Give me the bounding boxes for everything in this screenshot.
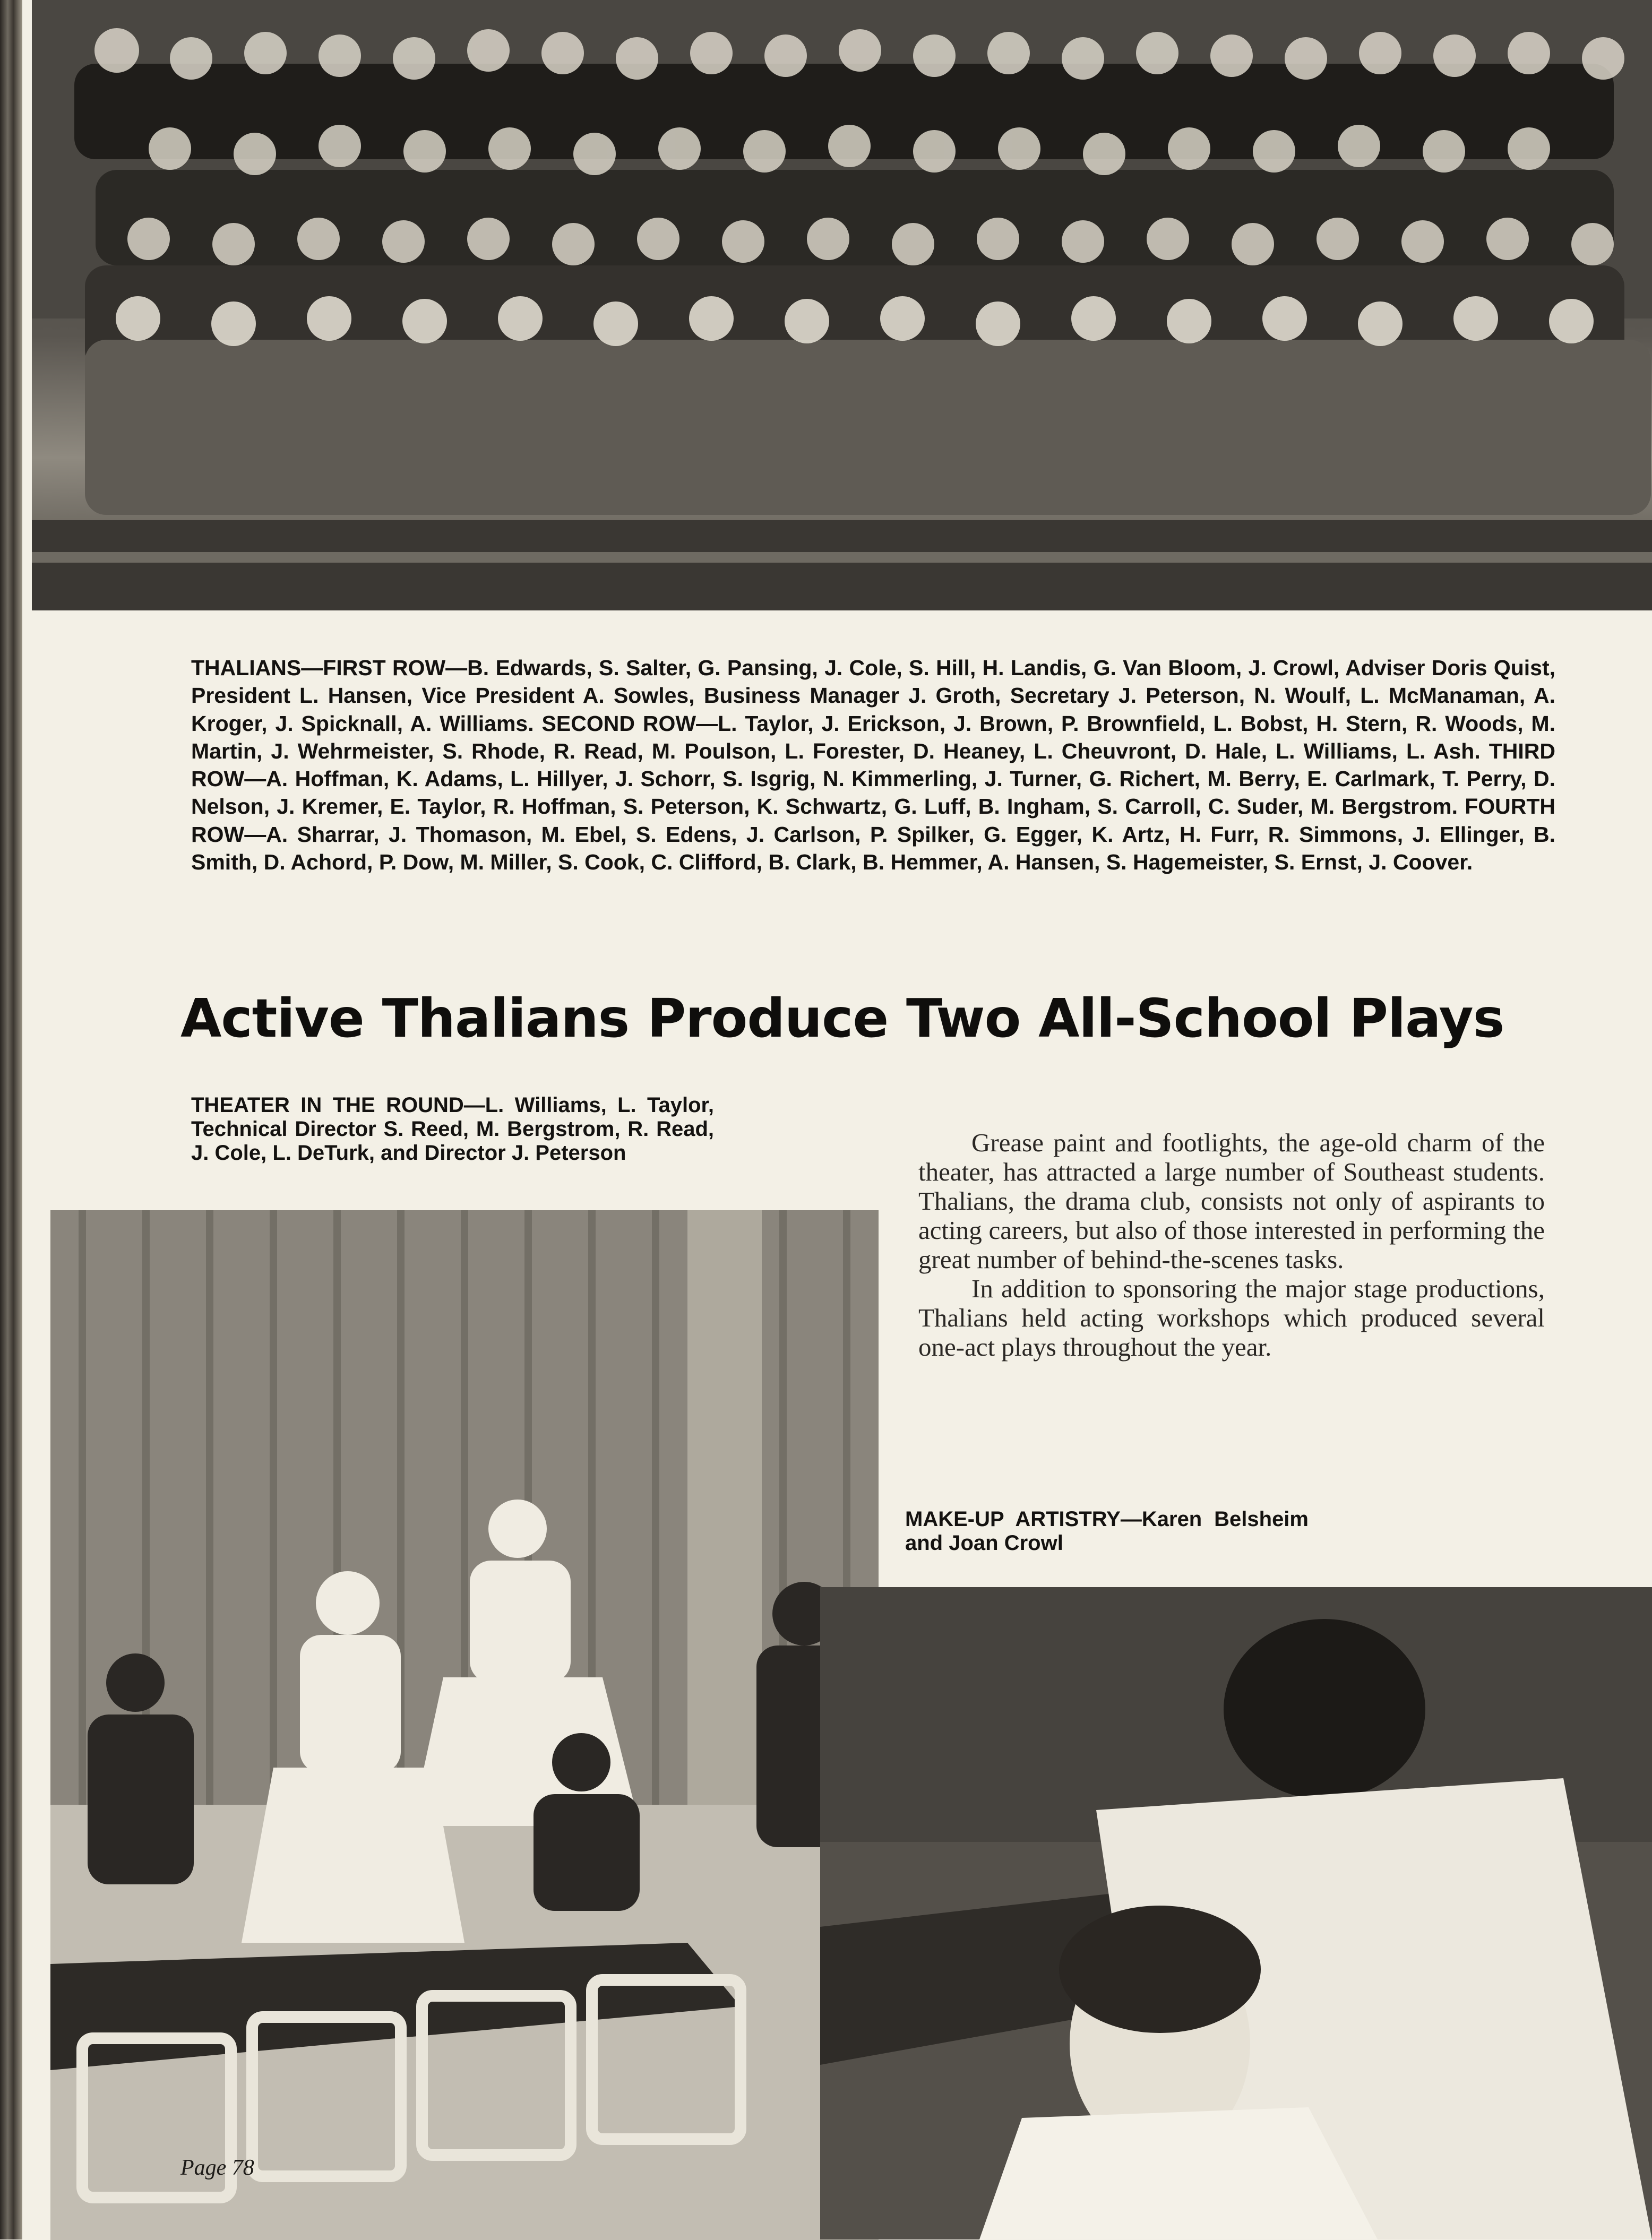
book-binding-edge [0, 0, 22, 2239]
page-headline: Active Thalians Produce Two All-School Plays [180, 987, 1504, 1049]
page-number: Page 78 [180, 2156, 254, 2180]
body-paragraph-1: Grease paint and footlights, the age-old charm of the theater, has attracted a large number of Southeast students. Thalians, the drama club, consists not only of aspirants to acting careers, but also of those interested in performing the great number of behind-the-scenes tasks. [918, 1128, 1545, 1274]
body-paragraph-2: In addition to sponsoring the major stage productions, Thalians held acting workshops which produced several one-act plays throughout the year. [918, 1274, 1545, 1362]
thalians-group-photo [32, 0, 1652, 610]
article-body [918, 1128, 1545, 1362]
theater-in-the-round-photo [50, 1210, 879, 2240]
makeup-photo-caption: MAKE-UP ARTISTRY—Karen Belsheim and Joan Crowl [905, 1507, 1309, 1555]
makeup-artistry-photo [820, 1587, 1652, 2239]
thalians-roster-caption: THALIANS—FIRST ROW—B. Edwards, S. Salter, G. Pansing, J. Cole, S. Hill, H. Landis, G. Van Bloom, J. Crowl, Adviser Doris Quist, President L. Hansen, Vice President A. Sowles, Business Manager J. Groth, Secretary J. Peterson, N. Woulf, L. McManaman, A. Kroger, J. Spicknall, A. Williams. SECOND ROW—L. Taylor, J. Erickson, J. Brown, P. Brownfield, L. Bobst, H. Stern, R. Woods, M. Martin, J. Wehrmeister, S. Rhode, R. Read, M. Poulson, L. Forester, D. Heaney, L. Cheuvront, D. Hale, L. Williams, L. Ash. THIRD ROW—A. Hoffman, K. Adams, L. Hillyer, J. Schorr, S. Isgrig, N. Kimmerling, J. Turner, G. Richert, M. Berry, E. Carlmark, T. Perry, D. Nelson, J. Kremer, E. Taylor, R. Hoffman, S. Peterson, K. Schwartz, G. Luff, B. Ingham, S. Carroll, C. Suder, M. Bergstrom. FOURTH ROW—A. Sharrar, J. Thomason, M. Ebel, S. Edens, J. Carlson, P. Spilker, G. Egger, K. Artz, H. Furr, R. Simmons, J. Ellinger, B. Smith, D. Achord, P. Dow, M. Miller, S. Cook, C. Clifford, B. Clark, B. Hemmer, A. Hansen, S. Hagemeister, S. Ernst, J. Coover. [191, 656, 1555, 875]
theater-photo-caption: THEATER IN THE ROUND—L. Williams, L. Taylor, Technical Director S. Reed, M. Bergstrom, R. Read, J. Cole, L. DeTurk, and Director J. Peterson [191, 1093, 714, 1165]
